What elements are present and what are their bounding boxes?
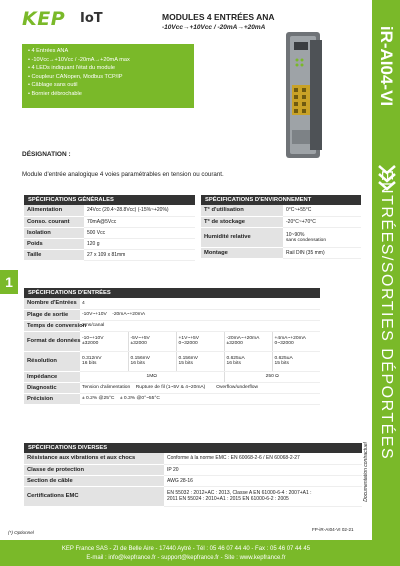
bullet-item: • 4 LEDs indiquant l'état du module [28,64,188,73]
spec-label: Humidité relative [201,227,283,247]
table-row [24,331,320,351]
designation-label: DÉSIGNATION : [22,151,71,158]
section-number: 1 [0,270,18,294]
impedance-voltage: 1MΩ [80,371,224,382]
format-cell [128,331,176,351]
environment-specs-heading: SPÉCIFICATIONS D'ENVIRONNEMENT [201,195,361,205]
spec-value [80,309,320,320]
resolution-cell [272,351,320,371]
spec-value-line: 2011 EN 55024 : 2010+A1 : 2015 EN 61000-6-2 : 2005 [167,496,289,502]
table-row [24,320,320,331]
range-label: +4mA~+20mA [274,336,306,341]
category-vertical [372,169,400,461]
environment-specs-panel [201,195,361,259]
precision-item: ± 0.2% @25°C [82,396,115,401]
spec-label: Alimentation [24,205,84,216]
spec-value [283,227,361,247]
resolution-value: 0.156mV [130,356,151,361]
table-row [24,393,320,404]
misc-specs-heading: SPÉCIFICATIONS DIVERSES [24,443,362,453]
format-value: 0~32000 [178,341,198,346]
general-specs-panel [24,195,195,261]
spec-value-line: sans condensation [286,237,327,243]
format-value: ±32000 [130,341,147,346]
resolution-value: 0.312mV [82,356,102,361]
misc-specs-panel [24,443,362,507]
table-row [24,216,195,227]
range-voltage: -10V~+10V [82,312,107,317]
spec-label: T° d'utilisation [201,205,283,216]
impedance-current: 250 Ω [224,371,320,382]
spec-label: Nombre d'Entrées [24,298,80,309]
spec-label: Résistance aux vibrations et aux chocs [24,453,164,464]
table-row [201,216,361,227]
kep-iot-logo [22,8,122,30]
spec-value: AWG 28-16 [164,475,362,486]
bits-value: 15 bits [178,361,193,366]
table-row [24,205,195,216]
model-code-vertical [372,6,400,126]
table-row [24,371,320,382]
resolution-cell [80,351,128,371]
bits-value: 16 bits [130,361,145,366]
bullet-item: • 4 Entrées ANA [28,47,188,56]
optional-note: (*) Optionnel [8,530,34,535]
table-row [24,227,195,238]
resolution-cell [224,351,272,371]
spec-label: Certifications EMC [24,486,164,506]
spec-label: Temps de conversion [24,320,80,331]
resolution-cell [176,351,224,371]
format-cell [272,331,320,351]
general-specs-heading: SPÉCIFICATIONS GÉNÉRALES [24,195,195,205]
spec-value: 27 x 109 x 81mm [84,249,195,260]
spec-label: Taille [24,249,84,260]
table-row [24,486,362,506]
designation-text: Module d'entrée analogique 4 voies paramétrables en tension ou courant. [22,171,224,178]
spec-value: 4 [80,298,320,309]
logo-iot-text: IoT [80,11,103,26]
input-specs-panel [24,288,320,405]
diag-item: Overflow/underflow [216,385,259,390]
table-row [24,475,362,486]
range-label: -20mA~+20mA [226,336,260,341]
range-current: -20mA~+20mA [112,312,146,317]
spec-value [164,486,362,506]
document-reference: FP-iR-AI04-VI 02-21 [312,527,354,532]
spec-label: Classe de protection [24,464,164,475]
table-row [24,249,195,260]
doc-note-text: Documentation contractuel [363,442,369,502]
input-specs-heading: SPÉCIFICATIONS D'ENTRÉES [24,288,320,298]
spec-value: IP 20 [164,464,362,475]
format-value: 0~32000 [274,341,294,346]
table-row [24,298,320,309]
format-cell [80,331,128,351]
logo-kep-text: KEP [22,8,66,30]
footer [0,540,372,566]
bits-value: 16 bits [226,361,241,366]
spec-value: 2ms/canal [80,320,320,331]
spec-value [80,393,320,404]
feature-bullets [22,44,194,108]
spec-label: Précision [24,393,80,404]
spec-label: Isolation [24,227,84,238]
table-row [24,351,320,371]
range-label: -10~+10V [82,336,104,341]
table-row [24,382,320,393]
module-device-image [282,30,326,160]
spec-value: 0°C~+55°C [283,205,361,216]
spec-value-line: 10~90% [286,231,305,238]
footer-contact: E-mail : info@kepfrance.fr - support@kepfrance.fr - Site : www.kepfrance.fr [86,555,286,561]
spec-label: Diagnostic [24,382,80,393]
spec-label: Montage [201,247,283,258]
spec-value: -20°C~+70°C [283,216,361,227]
bullet-item: • -10Vcc→+10Vcc / -20mA→+20mA max [28,56,188,65]
spec-label: Poids [24,238,84,249]
spec-value: 500 Vcc [84,227,195,238]
spec-label: Plage de sortie [24,309,80,320]
table-row [24,453,362,464]
table-row [201,247,361,258]
spec-label: Section de câble [24,475,164,486]
bits-value: 16 bits [82,361,97,366]
spec-value: 24Vcc (20.4~28.8Vcc) (-15%~+20%) [84,205,195,216]
spec-label: Format de données [24,331,80,351]
diag-item: Rupture de fil (1~5V & 4~20mA) [135,385,206,390]
bullet-item: • Coupleur CANopen, Modbus TCP/IP [28,73,188,82]
bullet-item: • Bornier débrochable [28,90,188,99]
table-row [24,309,320,320]
range-label: +1V~+5V [178,336,200,341]
format-cell [176,331,224,351]
resolution-value: 0.625uA [274,356,293,361]
spec-value: Conforme à la norme EMC : EN 60068-2-6 / EN 60068-2-27 [164,453,362,464]
bullet-item: • Câblage sans outil [28,81,188,90]
page-title: MODULES 4 ENTRÉES ANA [162,12,275,22]
resolution-value: 0.625uA [226,356,245,361]
table-row [201,205,361,216]
model-code-text: iR-AI04-VI [377,25,396,107]
spec-label: Impédance [24,371,80,382]
spec-value-line: EN 55032 : 2012+AC : 2013, Classe A EN 61000-6-4 : 2007+A1 : [167,490,312,496]
format-value: ±32000 [226,341,243,346]
range-label: -5V~+5V [130,336,150,341]
page-subtitle: -10Vcc→+10Vcc / -20mA→+20mA [162,24,266,31]
spec-label: Conso. courant [24,216,84,227]
format-value: ±32000 [82,341,99,346]
spec-label: T° de stockage [201,216,283,227]
spec-value: Rail DIN (35 mm) [283,247,361,258]
spec-value: 120 g [84,238,195,249]
format-cell [224,331,272,351]
resolution-value: 0.156mV [178,356,199,361]
table-row [24,238,195,249]
table-row [201,227,361,247]
bits-value: 15 bits [274,361,289,366]
category-text: ENTRÉES/SORTIES DÉPORTÉES [378,169,395,461]
table-row [24,464,362,475]
spec-value: 70mA@5Vcc [84,216,195,227]
diag-item: Tension d'alimentation [82,385,131,390]
footer-address: KEP France SAS - ZI de Belle Aire - 17440 Aytré - Tél : 05 46 07 44 40 - Fax : 05 46 07 44 45 [61,546,311,552]
spec-label: Résolution [24,351,80,371]
resolution-cell [128,351,176,371]
precision-item: ± 0.3% @0°~55°C [119,396,160,401]
spec-value [80,382,320,393]
